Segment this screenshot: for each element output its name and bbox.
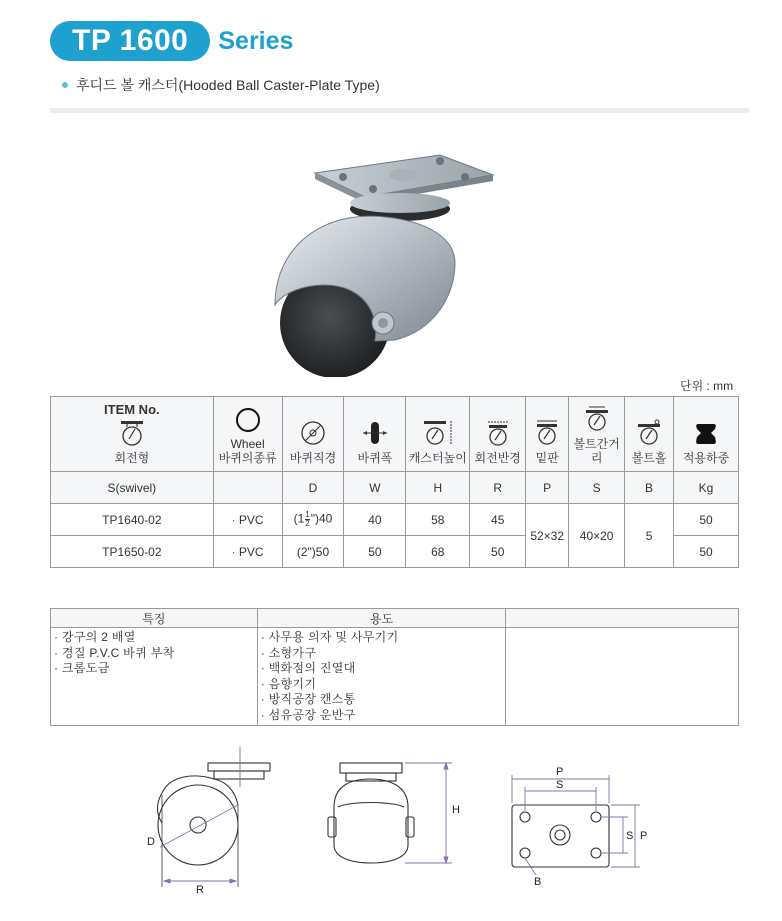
- spec-header-row: [51, 397, 739, 472]
- header-bolt-hole: 볼트홀: [625, 397, 674, 472]
- bolt-spacing-icon: [582, 405, 612, 433]
- series-label: Series: [218, 27, 294, 55]
- features-body-row: [51, 628, 739, 726]
- list-item: · 방직공장 캔스통: [260, 692, 356, 706]
- product-subtitle: [62, 75, 380, 95]
- bolt-hole-icon: [634, 419, 664, 447]
- radius-cell: 45: [470, 504, 526, 536]
- dim-label-p: P: [556, 766, 564, 778]
- wheel-cell: · PVC: [213, 504, 282, 536]
- features-header-row: [51, 609, 739, 628]
- height-cell: 58: [406, 504, 470, 536]
- table-row: [51, 504, 739, 536]
- wheel-diameter-icon: [299, 419, 327, 447]
- unit-cell: H: [406, 472, 470, 504]
- dim-label-r: R: [196, 884, 204, 896]
- dim-label-p-vertical: P: [640, 830, 648, 842]
- unit-cell: S(swivel): [51, 472, 214, 504]
- list-item: · 소형가구: [260, 645, 317, 660]
- spec-unit-row: [51, 472, 739, 504]
- uses-header: 용도: [257, 609, 506, 628]
- page-header: [50, 20, 293, 62]
- load-cell: 50: [674, 536, 739, 568]
- item-cell: TP1650-02: [51, 536, 214, 568]
- plate-size-icon: [534, 419, 560, 447]
- caster-height-icon: [421, 419, 455, 447]
- unit-label: 단위 : mm: [680, 379, 734, 393]
- unit-cell: D: [282, 472, 344, 504]
- bullet-icon: [62, 82, 68, 88]
- front-view-drawing: [328, 763, 414, 863]
- diameter-cell: (1 $\frac{1}{2}$ ")40: [282, 504, 344, 536]
- caster-photo: [255, 145, 500, 377]
- swivel-caster-icon: [117, 419, 147, 447]
- list-item: · 백화점의 진열대: [260, 661, 356, 675]
- header-wheel-type: Wheel 바퀴의종류: [213, 397, 282, 472]
- item-cell: TP1640-02: [51, 504, 214, 536]
- list-item: · 섬유공장 운반구: [260, 707, 356, 722]
- list-item: · 경질 P.V.C 바퀴 부착: [54, 645, 175, 660]
- model-title: TP 1600: [50, 21, 210, 61]
- features-header: 특징: [51, 609, 258, 628]
- dim-label-b: B: [534, 876, 542, 888]
- dim-label-d: D: [147, 836, 155, 848]
- height-cell: 68: [406, 536, 470, 568]
- unit-cell: Kg: [674, 472, 739, 504]
- front-view-dimensions: [405, 763, 452, 863]
- header-load: 적용하중: [674, 397, 739, 472]
- wheel-width-icon: [360, 419, 390, 447]
- wheel-cell: · PVC: [213, 536, 282, 568]
- side-view-drawing: [157, 763, 270, 887]
- features-table: [50, 608, 739, 726]
- header-wheel-diameter: 바퀴직경: [282, 397, 344, 472]
- top-view-drawing: [512, 805, 609, 867]
- header-swivel-radius: 회전반경: [470, 397, 526, 472]
- bolt-hole-cell: 5: [625, 504, 674, 568]
- header-divider: [50, 108, 749, 113]
- dim-label-s-vertical: S: [626, 830, 634, 842]
- load-cell: 50: [674, 504, 739, 536]
- load-weight-icon: [693, 421, 719, 447]
- technical-drawings: [0, 735, 782, 921]
- side-view-dimensions: [160, 747, 240, 883]
- header-caster-height: 캐스터높이: [406, 397, 470, 472]
- wheel-circle-icon: [235, 407, 261, 433]
- dim-label-h: H: [452, 804, 460, 816]
- width-cell: 40: [344, 504, 406, 536]
- header-item-no: ITEM No. 회전형: [51, 397, 214, 472]
- list-item: · 사무용 의자 및 사무기기: [260, 630, 399, 644]
- unit-cell: P: [526, 472, 569, 504]
- unit-cell: W: [344, 472, 406, 504]
- unit-cell: R: [470, 472, 526, 504]
- plate-cell: 52×32: [526, 504, 569, 568]
- unit-cell: S: [569, 472, 625, 504]
- list-item: · 크롬도금: [54, 661, 110, 675]
- top-view-dimensions: [512, 775, 640, 875]
- list-item: · 음향기기: [260, 676, 317, 691]
- header-plate: 밑판: [526, 397, 569, 472]
- features-list: [51, 628, 258, 726]
- radius-cell: 50: [470, 536, 526, 568]
- uses-list: [257, 628, 506, 726]
- diameter-cell: (2")50: [282, 536, 344, 568]
- empty-header: [506, 609, 739, 628]
- empty-cell: [506, 628, 739, 726]
- width-cell: 50: [344, 536, 406, 568]
- header-bolt-spacing: 볼트간거리: [569, 397, 625, 472]
- swivel-radius-icon: [482, 419, 514, 447]
- spec-table: [50, 396, 739, 568]
- unit-cell: B: [625, 472, 674, 504]
- list-item: · 강구의 2 배열: [54, 630, 136, 644]
- subtitle-text: 후디드 볼 캐스터(Hooded Ball Caster-Plate Type): [76, 77, 380, 93]
- bolt-spacing-cell: 40×20: [569, 504, 625, 568]
- header-wheel-width: 바퀴폭: [344, 397, 406, 472]
- unit-cell: [213, 472, 282, 504]
- dim-label-s: S: [556, 779, 564, 791]
